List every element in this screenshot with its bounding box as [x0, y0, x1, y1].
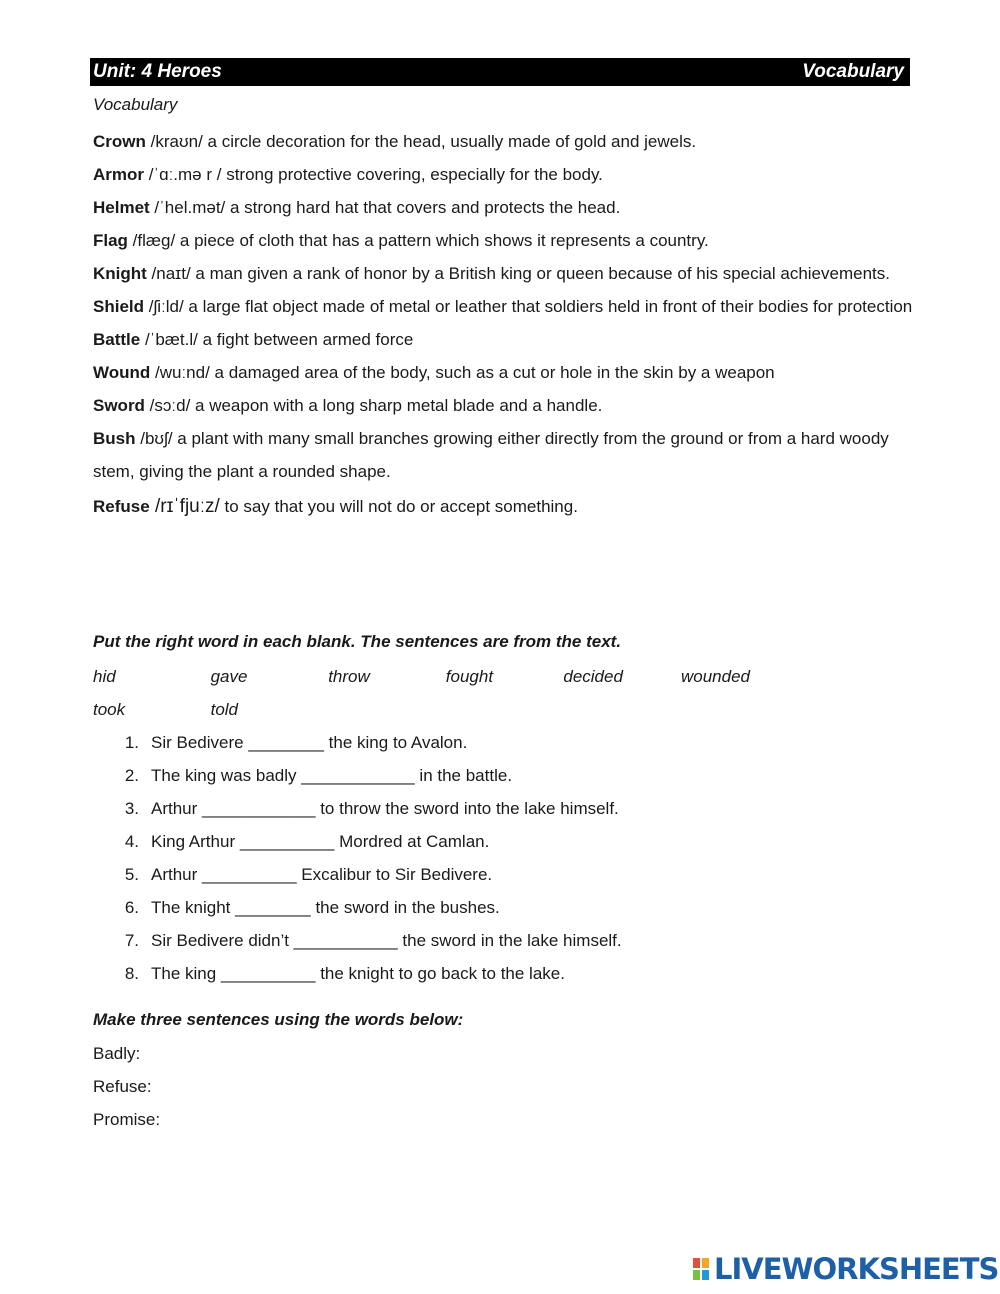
prompt-promise[interactable]: Promise:: [93, 1109, 161, 1129]
vocab-entry: [93, 422, 913, 488]
vocab-definition: /bʊʃ/ a plant with many small branches growing either directly from the ground or from a hard woody stem, giving the plant a rounded shape.: [93, 429, 889, 481]
vocab-word: Helmet: [93, 198, 150, 217]
vocab-definition: /kraʊn/ a circle decoration for the head, usually made of gold and jewels.: [145, 132, 697, 151]
vocab-entry: [93, 191, 913, 224]
vocab-entry: [93, 125, 913, 158]
sentence-number: 1.: [124, 732, 139, 752]
vocab-entry: [93, 224, 913, 257]
vocab-definition: /ʃiːld/ a large flat object made of metal or leather that soldiers held in front of their bodies for protection: [144, 297, 913, 316]
sentence-number: 8.: [124, 963, 139, 983]
sentence-item: [93, 924, 893, 957]
vocab-entry: [93, 158, 913, 191]
sentence-text[interactable]: Arthur __________ Excalibur to Sir Bedivere.: [151, 864, 493, 884]
vocabulary-list: [93, 125, 913, 523]
vocab-entry: [93, 389, 913, 422]
vocab-word: Knight: [93, 264, 147, 283]
word-bank-item: wounded: [680, 666, 750, 686]
sentence-item: [93, 891, 893, 924]
sentence-item: [93, 759, 893, 792]
sentence-text[interactable]: The knight ________ the sword in the bushes.: [151, 897, 500, 917]
vocab-entry: [93, 257, 913, 290]
vocab-definition: /wuːnd/ a damaged area of the body, such as a cut or hole in the skin by a weapon: [150, 363, 775, 382]
word-bank-item: fought: [445, 666, 494, 686]
word-bank-item: throw: [328, 666, 370, 686]
logo-block: [692, 1269, 701, 1281]
sentence-item: [93, 858, 893, 891]
word-bank-item: decided: [563, 666, 623, 686]
vocab-word: Refuse: [93, 497, 150, 516]
vocab-definition: /flæg/ a piece of cloth that has a pattern which shows it represents a country.: [127, 231, 709, 250]
sentence-number: 3.: [124, 798, 139, 818]
vocab-word: Sword: [93, 396, 145, 415]
word-bank-item: took: [93, 699, 126, 719]
vocab-entry: [93, 356, 913, 389]
logo-blocks-icon: [692, 1257, 710, 1281]
header-bar: [90, 58, 910, 86]
unit-title: Unit: 4 Heroes: [93, 61, 222, 82]
sentence-text[interactable]: The king __________ the knight to go back to the lake.: [151, 963, 565, 983]
sentence-text[interactable]: Sir Bedivere ________ the king to Avalon.: [151, 732, 468, 752]
vocab-definition: to say that you will not do or accept something.: [219, 497, 578, 516]
vocab-word: Battle: [93, 330, 141, 349]
sentence-item: [93, 792, 893, 825]
logo-block: [692, 1257, 701, 1269]
word-bank-item: gave: [210, 666, 248, 686]
vocab-definition: /ˈɑː.mə r / strong protective covering, especially for the body.: [144, 165, 603, 184]
prompt-badly[interactable]: Badly:: [93, 1043, 141, 1063]
vocab-definition: /ˈbæt.l/ a fight between armed force: [140, 330, 414, 349]
sentence-item: [93, 825, 893, 858]
vocab-definition: /sɔːd/ a weapon with a long sharp metal blade and a handle.: [144, 396, 603, 415]
vocab-definition: /ˈhel.mət/ a strong hard hat that covers and protects the head.: [149, 198, 621, 217]
exercise-title: Put the right word in each blank. The sentences are from the text.: [93, 632, 622, 651]
make-sentences-title: Make three sentences using the words below:: [93, 1010, 464, 1029]
sentence-text[interactable]: Arthur ____________ to throw the sword into the lake himself.: [151, 798, 619, 818]
vocab-word: Bush: [93, 429, 136, 448]
sentence-number: 2.: [124, 765, 139, 785]
vocab-word: Shield: [93, 297, 145, 316]
vocab-word: Flag: [93, 231, 128, 250]
vocab-pronunciation: /rɪˈfjuːz/: [149, 496, 220, 517]
logo-text: LIVEWORKSHEETS: [714, 1252, 999, 1286]
prompt-refuse[interactable]: Refuse:: [93, 1076, 152, 1096]
liveworksheets-logo: [692, 1252, 998, 1286]
vocab-word: Wound: [93, 363, 151, 382]
vocab-entry: [93, 290, 913, 323]
word-bank-row: [93, 693, 893, 726]
sentence-item: [93, 726, 893, 759]
sentence-number: 7.: [124, 930, 139, 950]
sentence-text[interactable]: King Arthur __________ Mordred at Camlan.: [151, 831, 490, 851]
logo-block: [701, 1269, 710, 1281]
logo-block: [701, 1257, 710, 1269]
section-title: Vocabulary: [802, 61, 904, 82]
sentence-number: 5.: [124, 864, 139, 884]
sentence-number: 4.: [124, 831, 139, 851]
vocab-word: Armor: [93, 165, 145, 184]
vocabulary-subheading: Vocabulary: [93, 95, 178, 114]
sentence-number: 6.: [124, 897, 139, 917]
sentence-text[interactable]: The king was badly ____________ in the battle.: [151, 765, 513, 785]
word-bank-item: told: [210, 699, 239, 719]
sentence-prompts: [93, 1037, 160, 1136]
word-bank: [93, 660, 893, 726]
sentence-list: [93, 726, 893, 990]
sentence-text[interactable]: Sir Bedivere didn’t ___________ the sword in the lake himself.: [151, 930, 622, 950]
vocab-word: Crown: [93, 132, 146, 151]
word-bank-row: [93, 660, 893, 693]
vocab-definition: /naɪt/ a man given a rank of honor by a British king or queen because of his special achievements.: [146, 264, 890, 283]
sentence-item: [93, 957, 893, 990]
vocab-entry: [93, 323, 913, 356]
word-bank-item: hid: [93, 666, 116, 686]
vocab-entry: [93, 490, 913, 523]
